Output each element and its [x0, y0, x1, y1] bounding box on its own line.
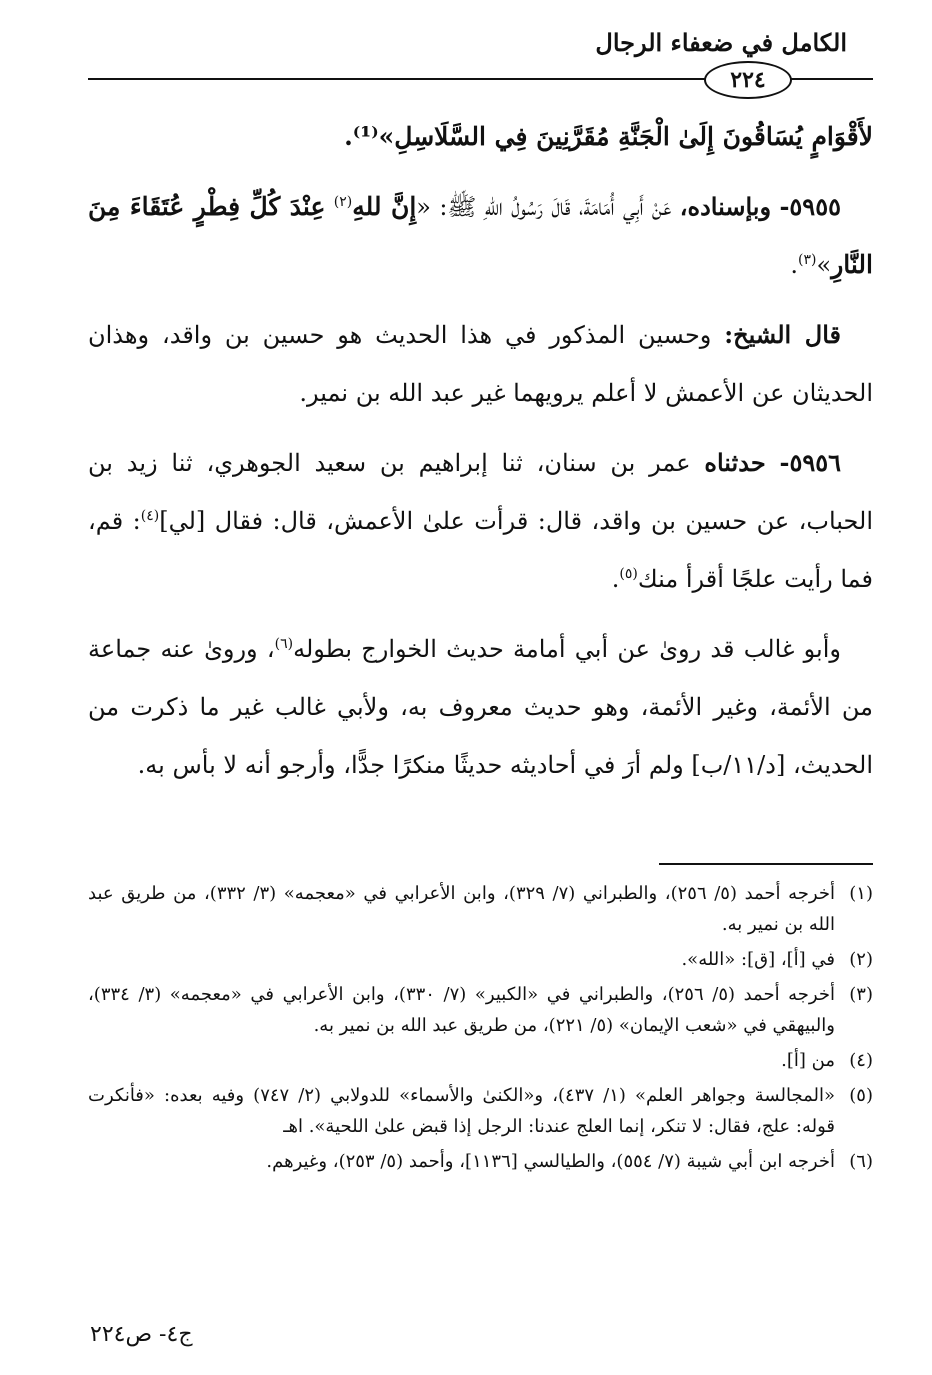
footnote-number: (٢) — [849, 949, 873, 970]
hadith-text-a: إِنَّ للهِ — [352, 192, 417, 221]
footnote-number: (٦) — [849, 1151, 873, 1172]
footnote-3 — [88, 979, 873, 1041]
footnote-text: أخرجه أحمد (٥/ ٢٥٦)، والطبراني (٧/ ٣٢٩)، وابن الأعرابي في «معجمه» (٣/ ٣٣٢)، من طريق عبد الله بن نمير به. — [88, 883, 835, 935]
footnote-6 — [88, 1146, 873, 1177]
hadith-number: ٥٩٥٦- — [779, 448, 842, 477]
hadith-number: ٥٩٥٥- — [779, 192, 841, 221]
narration-text-b: : قم، فما رأيت علجًا أقرأ منك — [88, 507, 873, 593]
narration-intro: عَنْ أَبِي أُمَامَةَ، قَالَ رَسُولُ اللهِ ﷺ: « — [416, 193, 672, 221]
paragraph-1 — [88, 108, 873, 166]
footnote-1 — [88, 878, 873, 940]
footnote-number: (٥) — [849, 1085, 873, 1106]
hadith-text-b: عِنْدَ كُلِّ فِطْرٍ عُتَقَاءَ مِنَ النَّارِ — [88, 192, 873, 279]
footnote-5 — [88, 1080, 873, 1142]
narration-text-a: عمر بن سنان، ثنا إبراهيم بن سعيد الجوهري، ثنا زيد بن الحباب، عن حسين بن واقد، قال: قرأت علىٰ الأعمش، قال: فقال [لي] — [88, 449, 874, 535]
footnote-number: (٤) — [849, 1050, 873, 1071]
footnote-separator — [659, 863, 873, 865]
footnote-number: (٣) — [849, 984, 873, 1005]
footnotes — [88, 878, 873, 1181]
footnote-ref-2: (٢) — [333, 194, 353, 210]
page-number: ٢٢٤ — [730, 67, 766, 93]
footnote-4 — [88, 1045, 873, 1076]
period: . — [611, 565, 620, 593]
quote-close: » — [816, 251, 832, 279]
footnote-text: أخرجه ابن أبي شيبة (٧/ ٥٥٤)، والطيالسي [١١٣٦]، وأحمد (٥/ ٢٥٣)، وغيرهم. — [266, 1151, 835, 1172]
paragraph-4 — [88, 434, 873, 608]
footnote-2 — [88, 944, 873, 975]
volume-page-reference: ج٤- ص٢٢٤ — [90, 1322, 193, 1347]
period: . — [790, 251, 799, 279]
footnote-text: من [أ]. — [781, 1050, 835, 1071]
shaykh-comment: وحسين المذكور في هذا الحديث هو حسين بن واقد، وهذان الحديثان عن الأعمش لا أعلم يرويهما غير عبد الله بن نمير. — [88, 321, 873, 407]
paragraph-3 — [88, 306, 873, 422]
hadith-continuation: لأَقْوَامٍ يُسَاقُونَ إِلَىٰ الْجَنَّةِ مُقَرَّنِينَ فِي السَّلَاسِلِ»⁽¹⁾. — [344, 122, 873, 151]
paragraph-5 — [88, 620, 873, 794]
footnote-ref-3: (٣) — [798, 252, 817, 268]
book-title: الكامل في ضعفاء الرجال — [595, 28, 847, 57]
paragraph-2 — [88, 178, 873, 294]
shaykh-lead: قال الشيخ: — [724, 320, 841, 349]
footnote-ref-6: (٦) — [274, 636, 294, 652]
commentary-text-b: ، وروىٰ عنه جماعة من الأئمة، وغير الأئمة، وهو حديث معروف به، ولأبي غالب غير ما ذكرت من الحديث، [د/١١/ب] ولم أرَ في أحاديثه حديثًا منكرًا جدًّا، وأرجو أنه لا بأس به. — [88, 635, 873, 779]
isnad-lead: وبإسناده، — [679, 192, 772, 221]
footnote-text: في [أ]، [ق]: «الله». — [681, 949, 835, 970]
main-text — [88, 108, 873, 806]
commentary-text-a: وأبو غالب قد روىٰ عن أبي أمامة حديث الخوارج بطوله — [293, 635, 841, 663]
footnote-text: «المجالسة وجواهر العلم» (١/ ٤٣٧)، و«الكنىٰ والأسماء» للدولابي (٢/ ٧٤٧) وفيه بعده: «فأنكرت قوله: علج، فقال: لا تنكر، إنما العلج عندنا: الرجل إذا قبض علىٰ اللحية». اهـ — [88, 1085, 835, 1137]
page-number-badge — [704, 61, 792, 99]
footnote-ref-5: (٥) — [619, 566, 638, 582]
footnote-ref-4: (٤) — [140, 508, 160, 524]
isnad-lead: حدثناه — [704, 448, 766, 477]
footnote-number: (١) — [849, 883, 873, 904]
footnote-text: أخرجه أحمد (٥/ ٢٥٦)، والطبراني في «الكبير» (٧/ ٣٣٠)، وابن الأعرابي في «معجمه» (٣/ ٣٣٤)، والبيهقي في «شعب الإيمان» (٥/ ٢٢١)، من طريق عبد الله بن نمير به. — [88, 984, 835, 1036]
